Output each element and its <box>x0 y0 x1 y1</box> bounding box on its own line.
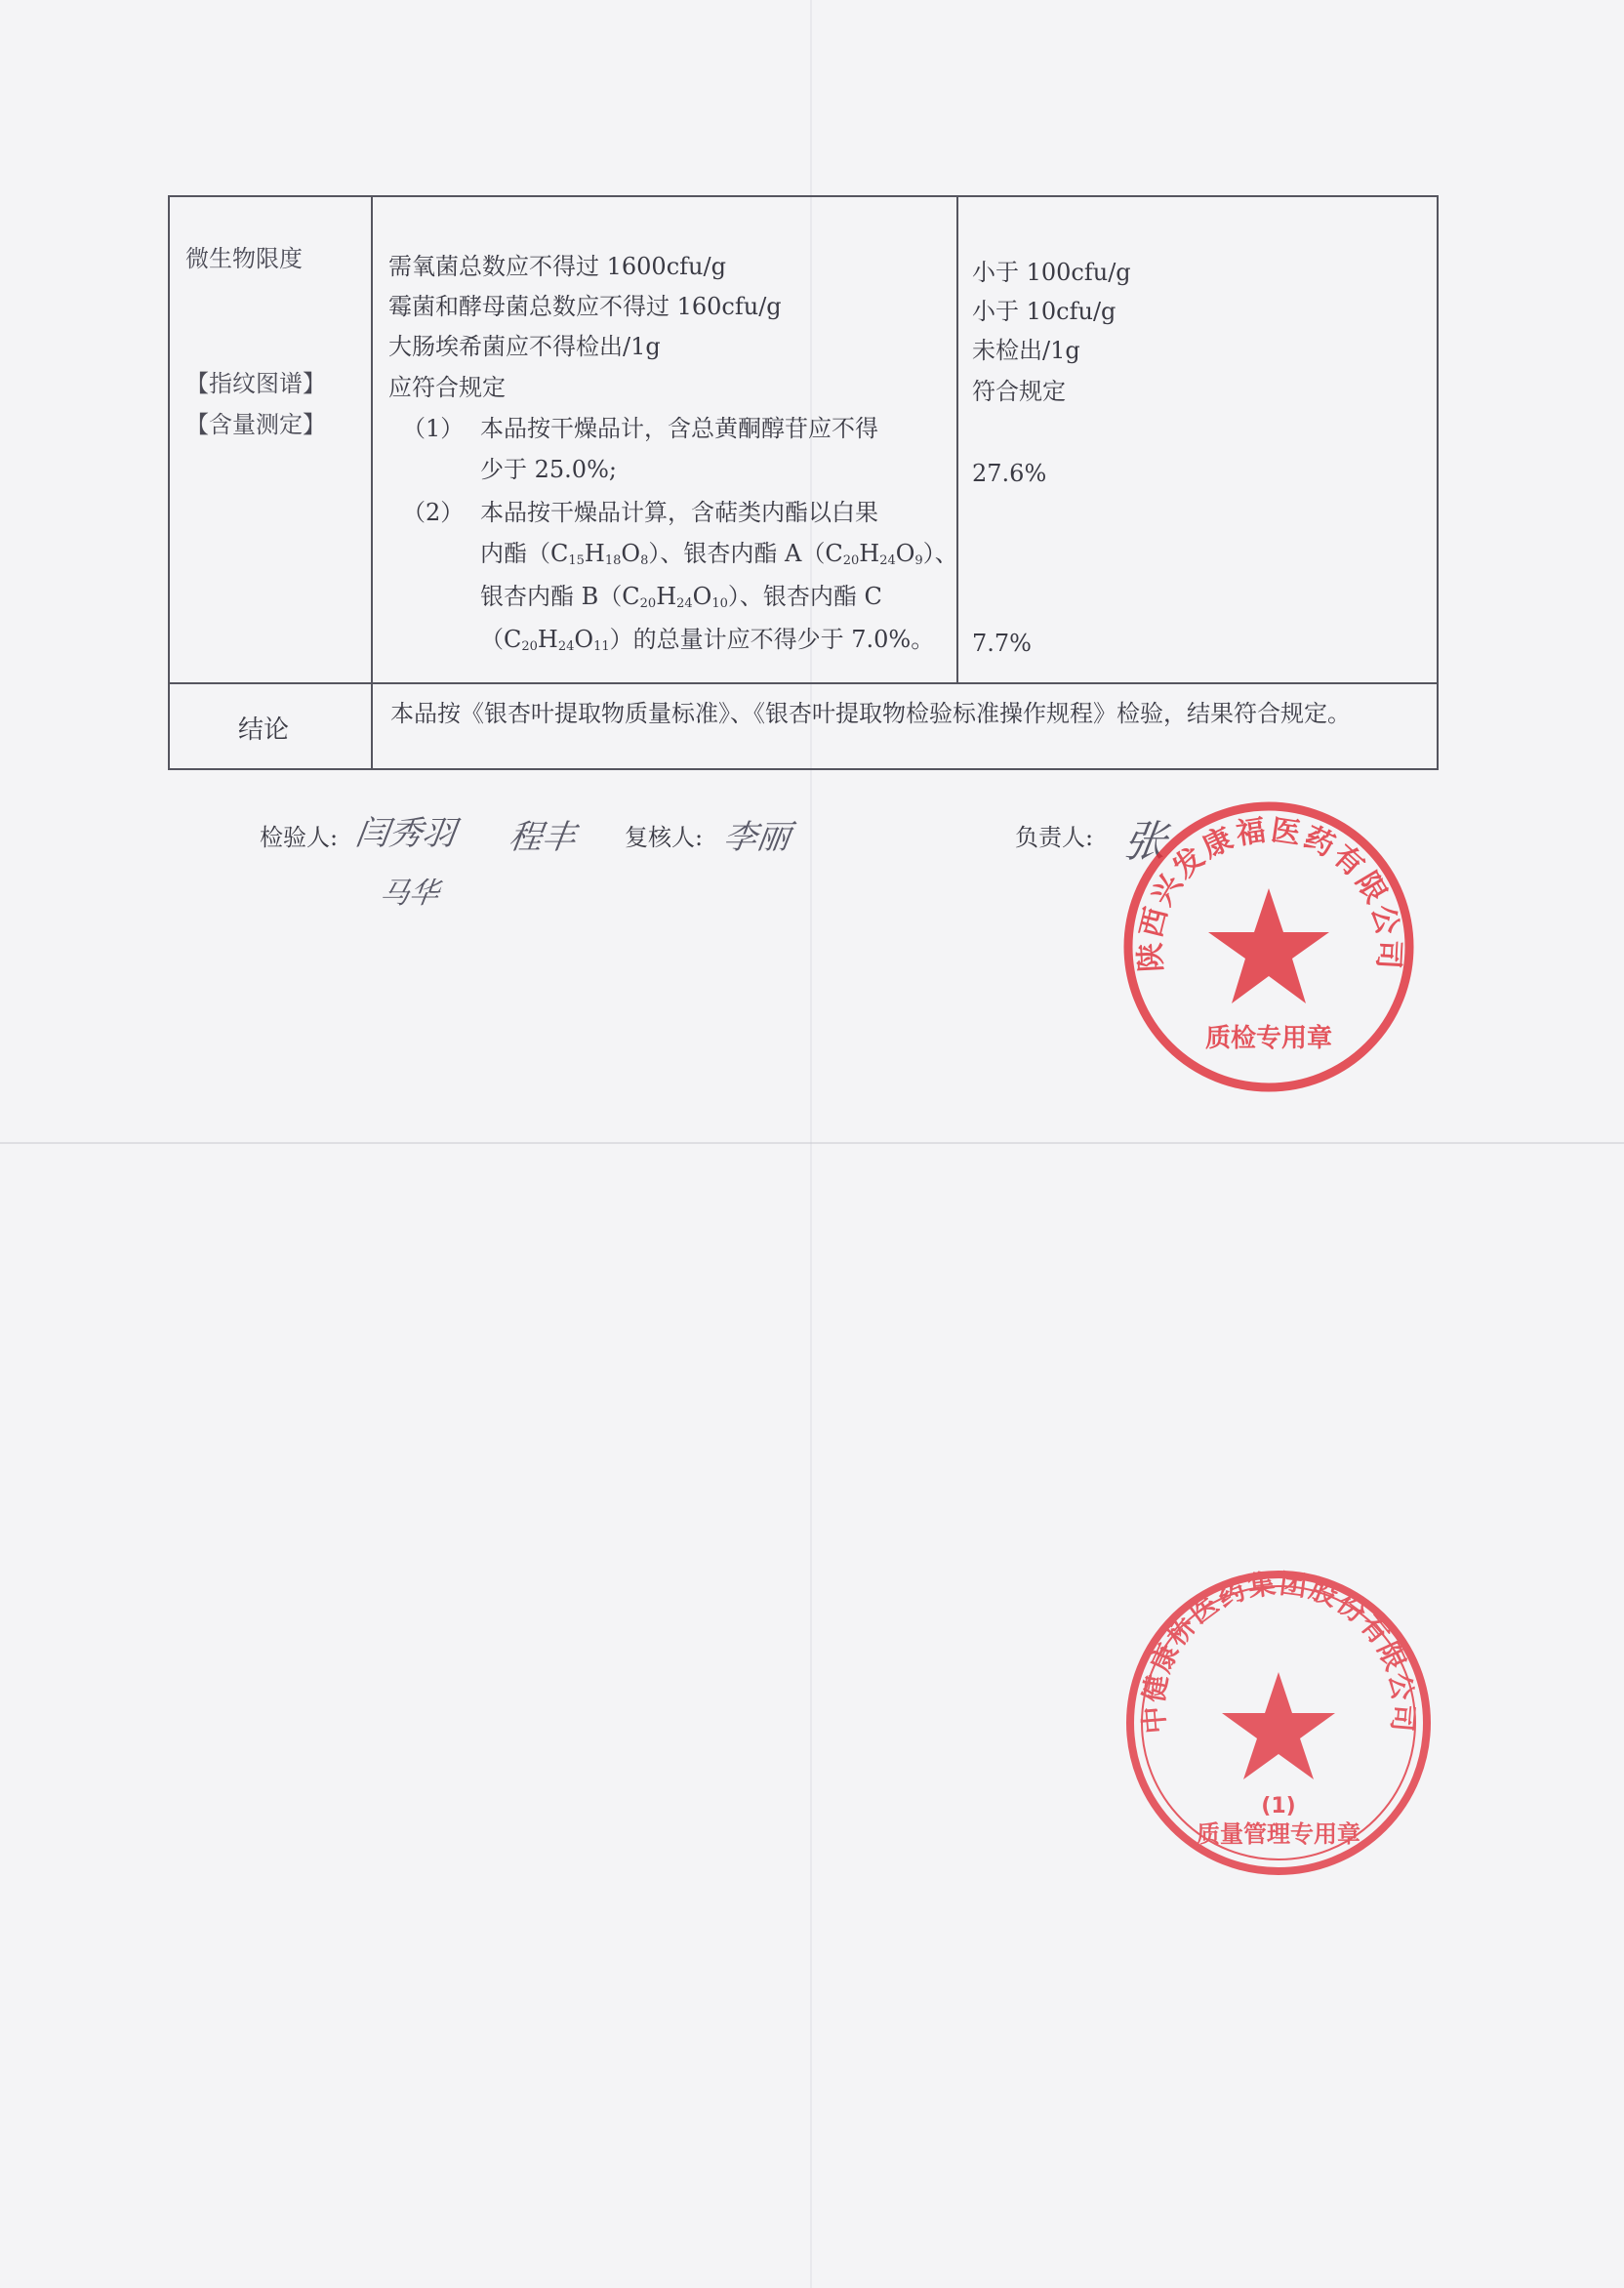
item-number-2: （2） <box>402 499 465 526</box>
standard-terpene-line2: 内酯$(C_{15}H_{18}O_8)$、银杏内酯 $A(C_{20}H_{24}O_9)$、 <box>480 540 958 568</box>
result-mold-yeast: 小于 10cfu/g <box>972 298 1116 325</box>
quality-management-seal <box>1113 1557 1444 1889</box>
inspector-label: 检验人: <box>260 824 339 851</box>
standard-terpene-line4: $(C_{20}H_{24}O_{11})$的总量计应不得少于 7.0%。 <box>480 626 935 654</box>
quality-inspection-seal <box>1113 791 1425 1103</box>
responsible-label: 负责人: <box>1015 824 1094 851</box>
standard-cell <box>372 196 957 683</box>
standard-mold-yeast: 霉菌和酵母菌总数应不得过 160cfu/g <box>388 293 782 320</box>
seal-1-subtitle: 质检专用章 <box>1204 1024 1333 1053</box>
responsible-signature: 张 <box>1119 817 1170 867</box>
test-items-row <box>169 196 1438 683</box>
standard-flavonol-line1: 本品按干燥品计，含总黄酮醇苷应不得 <box>480 415 878 442</box>
reviewer-label: 复核人: <box>625 824 704 851</box>
inspector-signature-1: 闫秀羽 <box>352 814 459 853</box>
conclusion-label-cell <box>169 683 372 769</box>
result-terpene: 7.7% <box>972 630 1032 657</box>
inspection-table <box>168 195 1439 770</box>
item-label-cell <box>169 196 372 683</box>
inspector-signature-3: 马华 <box>378 877 441 911</box>
label-fingerprint: 【指纹图谱】 <box>185 370 326 397</box>
seal-2-subtitle: 质量管理专用章 <box>1197 1820 1360 1848</box>
conclusion-text-cell <box>372 683 1438 769</box>
label-content-assay: 【含量测定】 <box>185 411 326 438</box>
seal-2-star <box>1222 1672 1335 1779</box>
standard-flavonol-line2: 少于 25.0%; <box>480 456 617 483</box>
item-number-1: （1） <box>402 415 465 442</box>
seal-2-company-name: 中健康桥医药集团股份有限公司 <box>1137 1567 1420 1736</box>
conclusion-text: 本品按《银杏叶提取物质量标准》、《银杏叶提取物检验标准操作规程》检验，结果符合规定。 <box>390 700 1351 727</box>
standard-terpene-line1: 本品按干燥品计算，含萜类内酯以白果 <box>480 499 878 526</box>
inspector-signature-2: 程丰 <box>506 818 579 857</box>
standard-ecoli: 大肠埃希菌应不得检出/1g <box>388 333 661 360</box>
label-microbial-limit: 微生物限度 <box>185 245 303 272</box>
label-conclusion: 结论 <box>238 715 290 745</box>
result-ecoli: 未检出/1g <box>972 337 1080 364</box>
paper-fold-line <box>0 1142 1624 1144</box>
seal-1-star <box>1208 888 1329 1003</box>
result-flavonol: 27.6% <box>972 460 1047 487</box>
standard-aerobic-count: 需氧菌总数应不得过 1600cfu/g <box>388 253 726 280</box>
reviewer-signature: 李丽 <box>720 818 793 857</box>
seal-1-company-name: 陕西兴发康福医药有限公司 <box>1133 813 1406 973</box>
standard-fingerprint: 应符合规定 <box>388 374 506 401</box>
result-cell <box>957 196 1438 683</box>
standard-terpene-line3: 银杏内酯 $B(C_{20}H_{24}O_{10})$、银杏内酯 C <box>480 583 882 611</box>
result-fingerprint: 符合规定 <box>972 378 1066 405</box>
result-aerobic-count: 小于 100cfu/g <box>972 259 1131 286</box>
seal-2-number: (1) <box>1261 1794 1296 1818</box>
conclusion-row <box>169 683 1438 769</box>
